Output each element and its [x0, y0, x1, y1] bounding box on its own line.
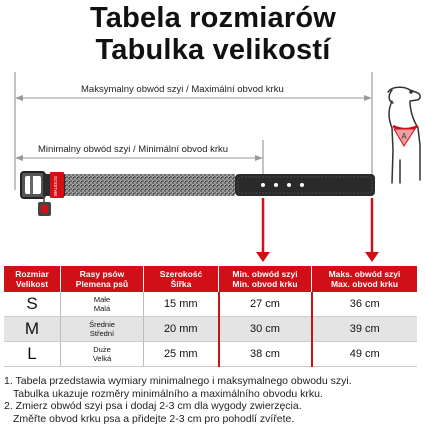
- table-row: [4, 342, 417, 367]
- table-row: [4, 292, 417, 317]
- size-cell: M: [4, 317, 61, 342]
- header-width: Szerokość Šířka: [144, 266, 219, 292]
- table-row: [4, 317, 417, 342]
- breed-cell: Małe Malá: [61, 292, 144, 317]
- size-cell: L: [4, 342, 61, 367]
- min-neck-cell: 38 cm: [219, 342, 312, 367]
- min-neck-label: Minimalny obwód szyi / Minimální obvod krku: [38, 144, 229, 155]
- min-neck-cell: 27 cm: [219, 292, 312, 317]
- max-neck-cell: 39 cm: [312, 317, 418, 342]
- size-cell: S: [4, 292, 61, 317]
- note-line: 1. Tabela przedstawia wymiary minimalnego i maksymalnego obwodu szyi.: [4, 375, 352, 387]
- width-cell: 20 mm: [144, 317, 219, 342]
- header-max-neck: Maks. obwód szyi Max. obvod krku: [312, 266, 418, 292]
- header-min-neck: Min. obwód szyi Min. obvod krku: [219, 266, 312, 292]
- width-cell: 25 mm: [144, 342, 219, 367]
- max-neck-cell: 36 cm: [312, 292, 418, 317]
- collar-image: [21, 172, 375, 216]
- max-neck-cell: 49 cm: [312, 342, 418, 367]
- title-czech: Tabulka velikostí: [95, 34, 331, 66]
- min-arrow: [256, 198, 270, 262]
- max-neck-label: Maksymalny obwód szyi / Maximální obvod krku: [81, 84, 284, 95]
- brand-tag-text: WAUDOG: [53, 175, 58, 197]
- note-line: 2. Zmierz obwód szyi psa i dodaj 2-3 cm dla wygody zwierzęcia.: [4, 400, 302, 412]
- breed-cell: Duże Velká: [61, 342, 144, 367]
- size-table: [4, 266, 417, 367]
- breed-cell: Średnie Střední: [61, 317, 144, 342]
- collar-diagram: [0, 66, 426, 266]
- note-line: Tabulka ukazuje rozměry minimálního a maximálního obvodu krku.: [13, 387, 323, 400]
- dog-collar-mark: [393, 126, 418, 146]
- min-neck-cell: 30 cm: [219, 317, 312, 342]
- max-arrow: [365, 198, 379, 262]
- header-breed: Rasy psów Plemena psů: [61, 266, 144, 292]
- table-header-row: [4, 266, 417, 292]
- dog-tag-letter: A: [401, 132, 407, 141]
- notes: [4, 375, 352, 425]
- header-size: Rozmiar Velikost: [4, 266, 61, 292]
- title-polish: Tabela rozmiarów: [89, 2, 336, 34]
- width-cell: 15 mm: [144, 292, 219, 317]
- note-line: Změřte obvod krku psa a přidejte 2-3 cm pro pohodlí zvířete.: [13, 412, 295, 425]
